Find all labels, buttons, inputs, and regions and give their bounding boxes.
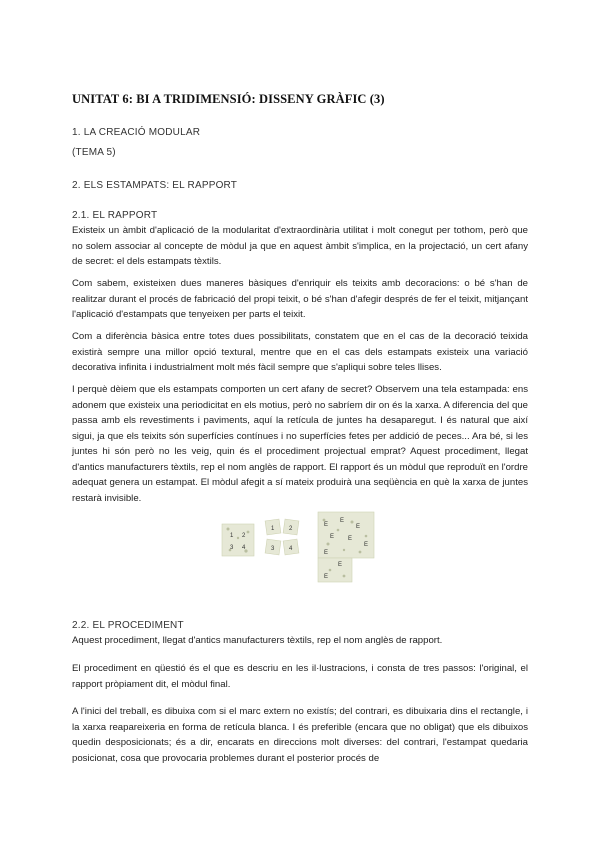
- paragraph-procediment-3: A l'inici del treball, es dibuixa com si el marc extern no existís; del contrari, es dibuixaria dins el rectangle, i la xarxa reapareixeria en forma de retícula blanca. I és preferible (encara que no obligat) que els dibuixos quedin desposicionats; és a dir, encarats en direccions molt diverses: del contrari, l'estampat quedaria posicionat, cosa que provocaria problemes durant el posterior procés de: [72, 706, 528, 764]
- section-2-heading: 2. ELS ESTAMPATS: EL RAPPORT: [72, 180, 238, 191]
- paragraph-rapport-4: I perquè dèiem que els estampats comporten un cert afany de secret? Observem una tela estampada: ens adonem que existeix una periodicitat en els motius, però no sabríem dir on és la xarxa. A diferencia del que passa amb els revestiments i paviments, aquí la retícula de juntes ha desaparegut. I és natural que així sigui, ja que els teixits són superfícies contínues i no superfícies fetes per addició de peces... Ara bé, si les juntes hi són però no les veig, quin és el procediment projectual emprat? Aquest procediment, llegat d'antics manufacturers tèxtils, rep el nom anglès de rapport. El rapport és un mòdul que reproduït en l'ordre adequat genera un estampat. El mòdul afegit a sí mateix produirà una seqüència en què la xarxa de juntes restarà invisible.: [72, 384, 528, 504]
- paragraph-procediment-2: El procediment en qüestió és el que es descriu en les il·lustracions, i consta de tres passos: l'original, el rapport pròpiament dit, el mòdul final.: [72, 663, 528, 690]
- tile3-label-2: E: [340, 518, 345, 524]
- section-2-1-heading: 2.1. EL RAPPORT: [72, 210, 158, 221]
- tile3-label-9: E: [324, 574, 329, 580]
- paragraph-rapport-1: Existeix un àmbit d'aplicació de la modularitat d'extraordinària utilitat i molt conegut per tothom, però que no solem associar al concepte de mòdul ja que en aquest àmbit s'implica, en la projectació, un cert afany de secret: el dels estampats tèxtils.: [72, 225, 528, 267]
- paragraph-rapport-2: Com sabem, existeixen dues maneres bàsiques d'enriquir els teixits amb decoracions: o bé s'han de realitzar durant el procés de fabricació del propi teixit, o bé s'han d'afegir després de fer el teixit, mitjançant l'aplicació d'estampats que tenyeixen per parts el teixit.: [72, 278, 528, 320]
- tile3-label-5: E: [348, 536, 353, 542]
- rapport-illustration: [220, 510, 380, 585]
- tile1-number-3: 3: [230, 545, 234, 551]
- tile3-label-4: E: [330, 534, 335, 540]
- paragraph-rapport-3: Com a diferència bàsica entre totes dues possibilitats, constatem que en el cas de la decoració teixida existirà sempre una millor opció textural, mentre que en el cas dels estampats existeix una variació decorativa infinita i industrialment molt més fàcil sempre que s'apliqui sobre teles llises.: [72, 331, 528, 373]
- section-1-subheading: (TEMA 5): [72, 147, 116, 158]
- tile3-label-1: E: [324, 522, 329, 528]
- tile1-number-2: 2: [242, 533, 246, 539]
- page-title: UNITAT 6: BI A TRIDIMENSIÓ: DISSENY GRÀFIC (3): [72, 92, 385, 106]
- tile2-number-4: 4: [289, 546, 293, 552]
- paragraph-procediment-1: Aquest procediment, llegat d'antics manufacturers tèxtils, rep el nom anglès de rapport.: [72, 635, 443, 646]
- tile3-label-3: E: [356, 524, 361, 530]
- tile2-number-3: 3: [271, 546, 275, 552]
- section-2-2-heading: 2.2. EL PROCEDIMENT: [72, 620, 184, 631]
- tile1-number-4: 4: [242, 545, 246, 551]
- tile3-label-6: E: [364, 542, 369, 548]
- tile1-number-1: 1: [230, 533, 234, 539]
- tile3-label-7: E: [324, 550, 329, 556]
- repeated-pattern-tile: [318, 512, 374, 582]
- rapport-split-tile: [265, 519, 299, 555]
- tile2-number-1: 1: [271, 526, 275, 532]
- original-module-tile: [222, 524, 254, 556]
- section-1-heading: 1. LA CREACIÓ MODULAR: [72, 127, 201, 138]
- tile3-label-8: E: [338, 562, 343, 568]
- tile2-number-2: 2: [289, 526, 293, 532]
